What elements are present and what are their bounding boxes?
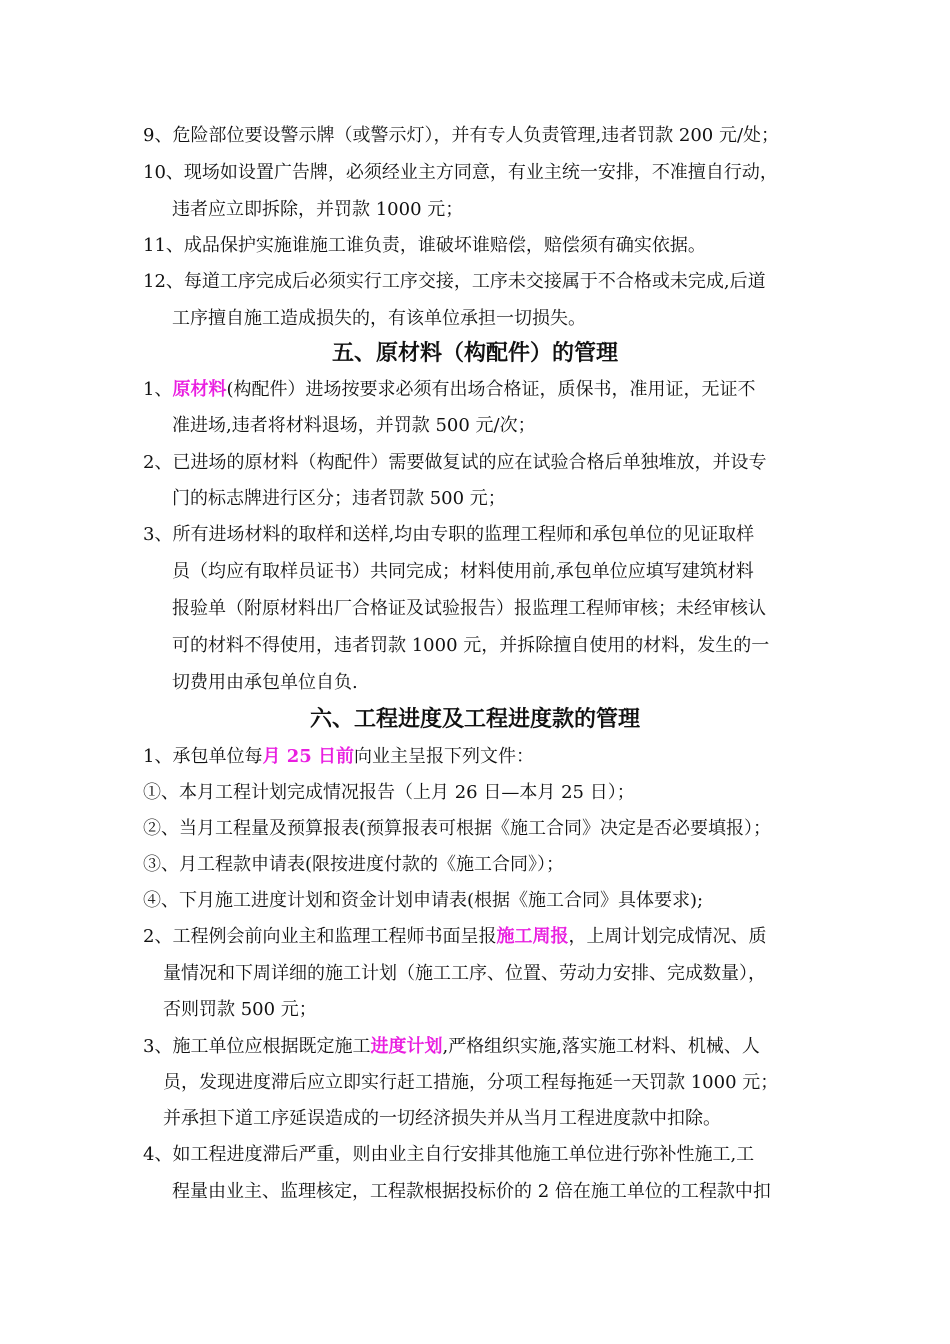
s5-clause-3-line-5: 切费用由承包单位自负. xyxy=(172,672,358,693)
s6-clause-3-prefix: 3、施工单位应根据既定施工 xyxy=(143,1036,371,1057)
clause-12-line-2: 工序擅自施工造成损失的，有该单位承担一切损失。 xyxy=(172,308,586,329)
highlight-schedule-plan: 进度计划 xyxy=(370,1036,443,1057)
s6-sub-item-1: ①、本月工程计划完成情况报告（上月 26 日—本月 25 日）； xyxy=(143,782,635,803)
clause-12-line-1: 12、每道工序完成后必须实行工序交接，工序未交接属于不合格或未完成,后道 xyxy=(143,271,766,292)
s6-clause-3-suffix: ,严格组织实施,落实施工材料、机械、人 xyxy=(442,1036,760,1057)
s6-clause-1-suffix: 向业主呈报下列文件： xyxy=(354,746,535,767)
s5-clause-3-line-1: 3、所有进场材料的取样和送样,均由专职的监理工程师和承包单位的见证取样 xyxy=(143,524,755,545)
clause-9: 9、危险部位要设警示牌（或警示灯），并有专人负责管理,违者罚款 200 元/处； xyxy=(143,125,780,146)
s6-sub-item-3: ③、月工程款申请表(限按进度付款的《施工合同》）； xyxy=(143,854,565,875)
s6-sub-item-2: ②、当月工程量及预算报表(预算报表可根据《施工合同》决定是否必要填报）； xyxy=(143,818,772,839)
s6-clause-2-line-1 xyxy=(143,925,766,949)
s6-clause-4-line-2: 程量由业主、监理核定，工程款根据投标价的 2 倍在施工单位的工程款中扣 xyxy=(172,1181,771,1202)
s6-clause-2-suffix: ，上周计划完成情况、质 xyxy=(568,926,767,947)
s6-clause-3-line-2: 员，发现进度滞后应立即实行赶工措施，分项工程每拖延一天罚款 1000 元； xyxy=(163,1072,779,1093)
s6-sub-item-4: ④、下月施工进度计划和资金计划申请表(根据《施工合同》具体要求); xyxy=(143,890,704,911)
s5-clause-3-line-3: 报验单（附原材料出厂合格证及试验报告）报监理工程师审核；未经审核认 xyxy=(172,598,766,619)
s6-clause-1-prefix: 1、承包单位每 xyxy=(143,746,263,767)
highlight-weekly-report: 施工周报 xyxy=(496,926,569,947)
s5-clause-3-line-4: 可的材料不得使用，违者罚款 1000 元，并拆除擅自使用的材料，发生的一 xyxy=(172,635,770,656)
s5-clause-1-line-2: 准进场,违者将材料退场，并罚款 500 元/次； xyxy=(172,415,536,436)
s6-clause-2-prefix: 2、工程例会前向业主和监理工程师书面呈报 xyxy=(143,926,497,947)
s6-clause-1 xyxy=(143,745,534,769)
s5-clause-1-line-1 xyxy=(143,378,755,402)
s5-clause-2-line-1: 2、已进场的原材料（构配件）需要做复试的应在试验合格后单独堆放，并设专 xyxy=(143,452,767,473)
section-6-heading: 六、工程进度及工程进度款的管理 xyxy=(309,707,640,732)
section-5-heading: 五、原材料（构配件）的管理 xyxy=(331,341,618,366)
highlight-deadline: 月 25 日前 xyxy=(262,746,355,767)
s6-clause-3-line-1 xyxy=(143,1035,760,1059)
s6-clause-2-line-3: 否则罚款 500 元； xyxy=(163,999,317,1020)
s5-clause-2-line-2: 门的标志牌进行区分；违者罚款 500 元； xyxy=(172,488,506,509)
clause-10-line-2: 违者应立即拆除，并罚款 1000 元； xyxy=(172,199,464,220)
highlight-raw-materials: 原材料 xyxy=(172,379,227,400)
s6-clause-4-line-1: 4、如工程进度滞后严重，则由业主自行安排其他施工单位进行弥补性施工,工 xyxy=(143,1144,755,1165)
clause-11: 11、成品保护实施谁施工谁负责，谁破坏谁赔偿，赔偿须有确实依据。 xyxy=(143,235,706,256)
s5-clause-1-text: (构配件）进场按要求必须有出场合格证，质保书，准用证，无证不 xyxy=(226,379,756,400)
s6-clause-2-line-2: 量情况和下周详细的施工计划（施工工序、位置、劳动力安排、完成数量）， xyxy=(163,963,766,984)
s6-clause-3-line-3: 并承担下道工序延误造成的一切经济损失并从当月工程进度款中扣除。 xyxy=(163,1108,721,1129)
clause-10-line-1: 10、现场如设置广告牌，必须经业主方同意，有业主统一安排，不准擅自行动， xyxy=(143,162,778,183)
s5-clause-1-number: 1、 xyxy=(143,379,173,400)
s5-clause-3-line-2: 员（均应有取样员证书）共同完成；材料使用前,承包单位应填写建筑材料 xyxy=(172,561,754,582)
